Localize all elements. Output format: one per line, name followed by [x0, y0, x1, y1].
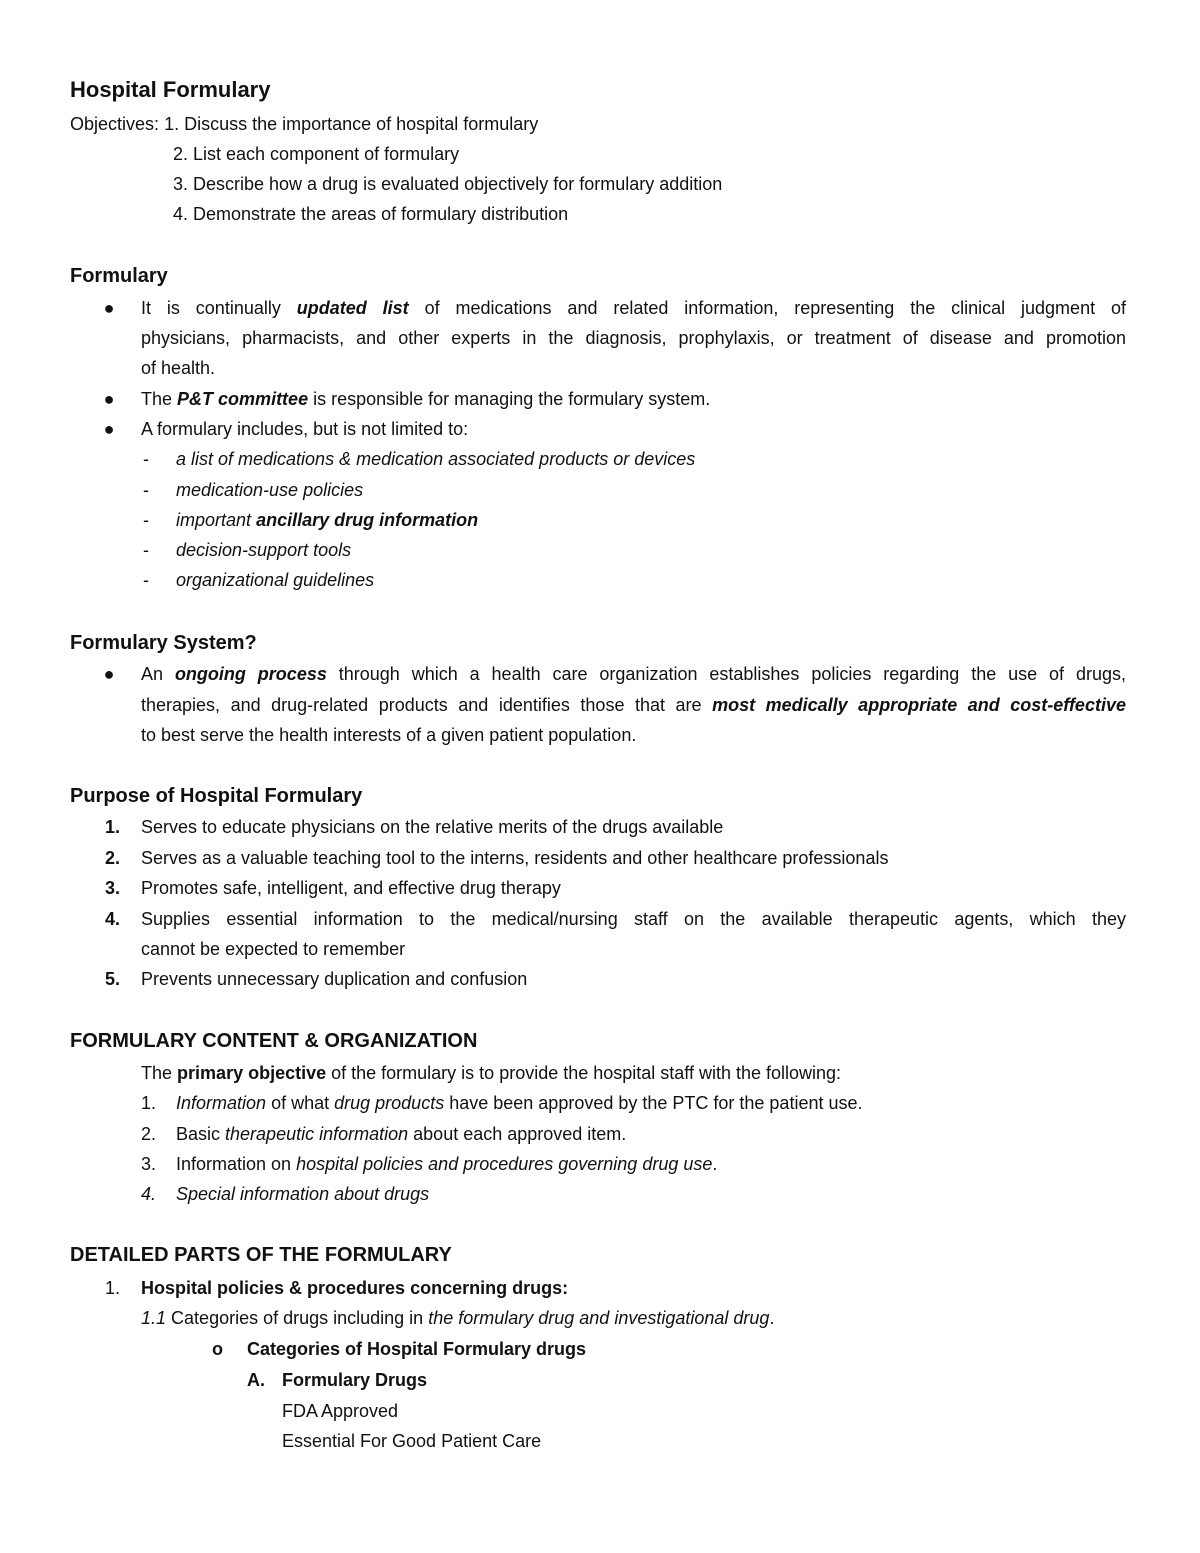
- formulary-drugs-item: Essential For Good Patient Care: [282, 1431, 542, 1451]
- section-heading-content: FORMULARY CONTENT & ORGANIZATION: [70, 1030, 478, 1052]
- bullet-icon: ●: [103, 389, 115, 409]
- content-item: Basic therapeutic information about each approved item.: [176, 1124, 627, 1144]
- content-item: Information on hospital policies and procedures governing drug use.: [176, 1154, 718, 1174]
- formulary-bullet-1-line-1: It is continually updated list of medications and related information, representing the clinical judgment of: [141, 298, 1126, 318]
- content-item: Information of what drug products have been approved by the PTC for the patient use.: [176, 1093, 863, 1113]
- objective-item: 1. Discuss the importance of hospital formulary: [164, 114, 539, 134]
- dash-marker: -: [143, 570, 149, 590]
- purpose-item-continued: cannot be expected to remember: [141, 939, 406, 959]
- includes-item: a list of medications & medication associated products or devices: [176, 449, 696, 469]
- section-heading-system: Formulary System?: [70, 632, 257, 654]
- system-line-2: therapies, and drug-related products and identifies those that are most medically appropriate and cost-effective: [141, 695, 1126, 715]
- formulary-bullet-1-line-3: of health.: [141, 358, 216, 378]
- list-number: 3.: [141, 1154, 157, 1174]
- system-line-3: to best serve the health interests of a given patient population.: [141, 725, 637, 745]
- parts-subitem: 1.1 Categories of drugs including in the formulary drug and investigational drug.: [141, 1308, 775, 1328]
- dash-marker: -: [143, 540, 149, 560]
- dash-marker: -: [143, 449, 149, 469]
- includes-item: decision-support tools: [176, 540, 352, 560]
- objectives-line-1: [70, 109, 538, 139]
- bullet-icon: ●: [103, 664, 115, 684]
- section-heading-formulary: Formulary: [70, 265, 168, 287]
- list-number: 2.: [105, 848, 121, 868]
- list-letter: A.: [247, 1370, 265, 1390]
- includes-item: organizational guidelines: [176, 570, 375, 590]
- section-heading-purpose: Purpose of Hospital Formulary: [70, 785, 363, 807]
- purpose-item: Supplies essential information to the medical/nursing staff on the available therapeutic agents, which they: [141, 909, 1126, 929]
- includes-item: important ancillary drug information: [176, 510, 479, 530]
- purpose-item: Serves as a valuable teaching tool to the interns, residents and other healthcare professionals: [141, 848, 889, 868]
- dash-marker: -: [143, 480, 149, 500]
- circle-bullet-marker: o: [212, 1339, 223, 1359]
- list-number: 3.: [105, 878, 121, 898]
- list-number: 4.: [141, 1184, 157, 1204]
- section-heading-parts: DETAILED PARTS OF THE FORMULARY: [70, 1244, 452, 1266]
- purpose-item: Promotes safe, intelligent, and effective drug therapy: [141, 878, 561, 898]
- list-number: 4.: [105, 909, 121, 929]
- bullet-icon: ●: [103, 419, 115, 439]
- emphasis-ongoing-process: ongoing process: [174, 664, 327, 684]
- dash-marker: -: [143, 510, 149, 530]
- emphasis-pt-committee: P&T committee: [177, 389, 309, 409]
- parts-item-1: Hospital policies & procedures concerning drugs:: [141, 1278, 569, 1298]
- list-number: 5.: [105, 969, 121, 989]
- emphasis-most-appropriate: most medically appropriate and cost-effective: [712, 695, 1126, 715]
- formulary-bullet-3: A formulary includes, but is not limited to:: [141, 419, 469, 439]
- formulary-drugs-item: FDA Approved: [282, 1401, 399, 1421]
- formulary-drugs-heading: Formulary Drugs: [282, 1370, 428, 1390]
- categories-heading: Categories of Hospital Formulary drugs: [247, 1339, 587, 1359]
- content-item: Special information about drugs: [176, 1184, 430, 1204]
- list-number: 2.: [141, 1124, 157, 1144]
- content-intro: The primary objective of the formulary is to provide the hospital staff with the following:: [141, 1063, 842, 1083]
- emphasis-updated-list: updated list: [296, 298, 409, 318]
- objectives-label: Objectives:: [70, 114, 160, 134]
- list-number: 1.: [105, 1278, 121, 1298]
- purpose-item: Prevents unnecessary duplication and confusion: [141, 969, 528, 989]
- list-number: 1.: [105, 817, 121, 837]
- bullet-icon: ●: [103, 298, 115, 318]
- formulary-bullet-2: The P&T committee is responsible for managing the formulary system.: [141, 389, 711, 409]
- purpose-item: Serves to educate physicians on the relative merits of the drugs available: [141, 817, 724, 837]
- objective-item: 2. List each component of formulary: [173, 144, 460, 164]
- formulary-bullet-1-line-2: physicians, pharmacists, and other experts in the diagnosis, prophylaxis, or treatment of disease and promotion: [141, 328, 1126, 348]
- list-number: 1.: [141, 1093, 157, 1113]
- page-title: Hospital Formulary: [70, 77, 271, 102]
- includes-item: medication-use policies: [176, 480, 364, 500]
- system-line-1: An ongoing process through which a health care organization establishes policies regarding the use of drugs,: [141, 664, 1126, 684]
- objective-item: 4. Demonstrate the areas of formulary distribution: [173, 204, 569, 224]
- objective-item: 3. Describe how a drug is evaluated objectively for formulary addition: [173, 174, 723, 194]
